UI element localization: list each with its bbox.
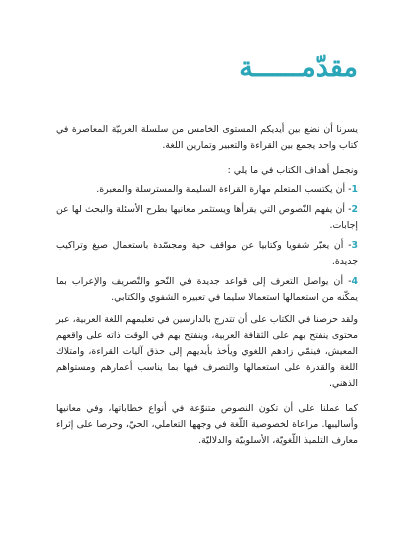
objective-text: - أن يكتسب المتعلم مهارة القراءة السليمة والمسترسلة والمعبرة. <box>96 184 352 195</box>
objective-number: 3 <box>351 240 358 251</box>
page-title: مقدّمــــــة <box>239 52 358 83</box>
objective-text: - أن يفهم النّصوص التي يقرأها ويستثمر معانيها بطرح الأسئلة والبحث لها عن إجابات. <box>56 204 358 231</box>
document-body <box>56 122 358 458</box>
objective-item <box>56 202 358 234</box>
objective-item <box>56 182 358 198</box>
objective-item <box>56 274 358 306</box>
intro-paragraph: يسرنا أن نضع بين أيديكم المستوى الخامس من سلسلة العربيّة المعاصرة في كتاب واحد يجمع بين القراءة والتعبير وتمارين اللغة. <box>56 124 358 151</box>
objectives-list <box>56 182 358 306</box>
objective-number: 2 <box>351 204 358 215</box>
objective-item <box>56 238 358 270</box>
objective-number: 4 <box>351 276 358 287</box>
content-paragraph: ولقد حرصنا في الكتاب على أن تتدرج بالدارسين في تعليمهم اللغة العربية، عبر محتوى ينفتح بهم على الثقافة العربية، وينفتح بهم في الوقت ذاته على واقعهم المعيش، فينمّي زادهم اللغوي ويأخذ بأيديهم إلى حذق آليات القراءة، وامتلاك اللغة والقدرة على استعمالها والتصرف فيها بما يناسب أعمارهم ومستواهم الذهني. <box>56 314 358 389</box>
texts-paragraph: كما عملنا على أن تكون النصوص متنوّعة في أنواع خطاباتها، وفي معانيها وأساليبها. مراعاة لخصوصية اللّغة في وجهها التعاملي، الحيّ، وحرصا على إثراء معارف التلميذ اللّغويّة، الأسلوبيّة والدلاليّة. <box>56 403 358 446</box>
objectives-heading: ونجمل أهداف الكتاب في ما يلي : <box>227 165 358 176</box>
objective-text: - أن يواصل التعرف إلى قواعد جديدة في النّحو والتّصريف والإعراب بما يمكّنه من استعمالها استعمالا سليما في تعبيره الشفوي والكتابي. <box>56 276 358 303</box>
objective-text: - أن يعبّر شفويا وكتابيا عن مواقف حية ومجسّدة باستعمال صيغ وتراكيب جديدة. <box>56 240 358 267</box>
objective-number: 1 <box>351 184 358 195</box>
